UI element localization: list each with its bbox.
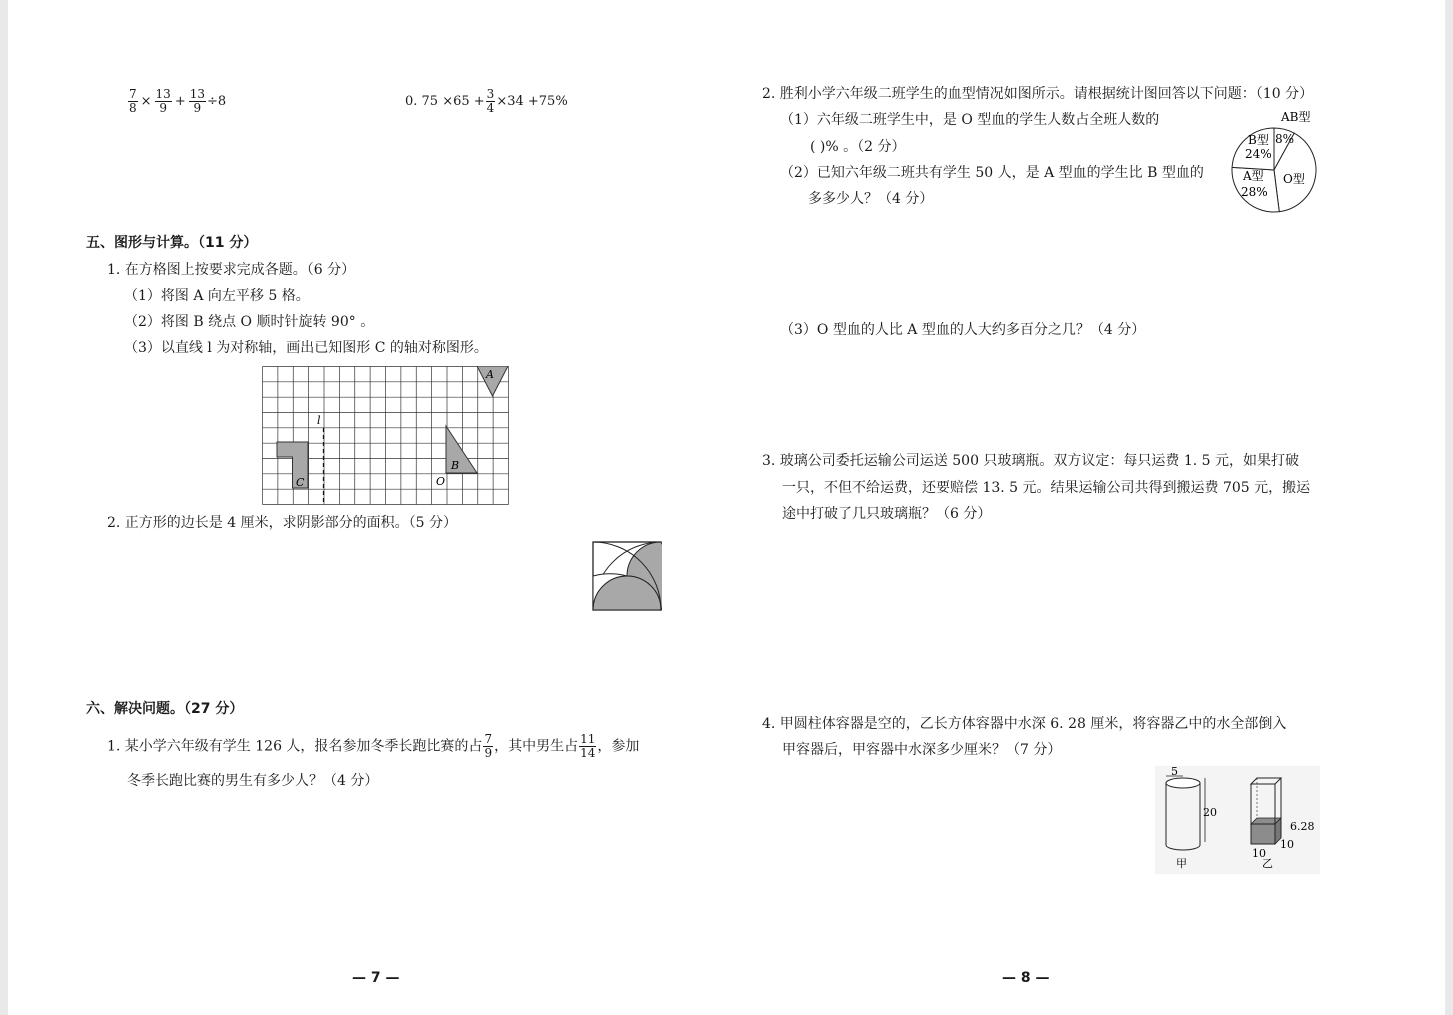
- question-5-1-part-3: （3）以直线 l 为对称轴，画出已知图形 C 的轴对称图形。: [124, 340, 488, 356]
- pie-label-o: O型: [1283, 172, 1305, 186]
- question-6-1-text: ，其中男生占: [494, 738, 579, 755]
- label-yi: 乙: [1262, 857, 1273, 870]
- fraction: [486, 88, 496, 115]
- pie-label-a-pct: 28%: [1241, 185, 1268, 199]
- question-r4-line-1: 4. 甲圆柱体容器是空的，乙长方体容器中水深 6. 28 厘米，将容器乙中的水全部倒入: [762, 716, 1287, 732]
- numerator: 7: [484, 732, 493, 746]
- question-6-1-text: 1. 某小学六年级有学生 126 人，报名参加冬季长跑比赛的占: [107, 738, 483, 755]
- question-r2-part-3: （3）O 型血的人比 A 型血的人大约多百分之几？（4 分）: [780, 322, 1146, 338]
- fraction: [483, 733, 493, 760]
- expression-1: [127, 88, 226, 115]
- question-6-1: [107, 733, 639, 760]
- question-5-1-title: 1. 在方格图上按要求完成各题。（6 分）: [107, 262, 356, 278]
- section-5-title: 五、图形与计算。（11 分）: [86, 235, 258, 251]
- denominator: 9: [193, 101, 202, 115]
- containers-figure: [1155, 766, 1320, 874]
- question-r3-line-3: 途中打破了几只玻璃瓶？（6 分）: [782, 506, 992, 522]
- operator: +: [174, 94, 186, 109]
- question-r2-part-1-blank: ( )% 。（2 分）: [810, 139, 906, 155]
- page-number-left: — 7 —: [352, 970, 400, 986]
- fraction: [155, 88, 172, 115]
- question-5-2-title: 2. 正方形的边长是 4 厘米，求阴影部分的面积。（5 分）: [107, 515, 457, 531]
- fraction: [128, 88, 138, 115]
- denominator: 14: [580, 746, 596, 760]
- question-5-1-part-2: （2）将图 B 绕点 O 顺时针旋转 90° 。: [124, 314, 375, 330]
- grid-figure: [262, 366, 509, 505]
- numerator: 11: [580, 732, 596, 746]
- pie-label-b: B型: [1248, 133, 1269, 147]
- question-r4-line-2: 甲容器后，甲容器中水深多少厘米？（7 分）: [782, 742, 1062, 758]
- question-r2-part-2: （2）已知六年级二班共有学生 50 人，是 A 型血的学生比 B 型血的: [780, 165, 1204, 181]
- label-diameter: 5: [1171, 766, 1178, 778]
- fraction: [189, 88, 206, 115]
- numerator: 7: [129, 87, 137, 101]
- operator: ×: [140, 94, 152, 109]
- pie-label-a: A型: [1243, 169, 1264, 183]
- denominator: 9: [484, 746, 493, 760]
- blood-type-pie-chart: [1225, 107, 1325, 219]
- page-number-right: — 8 —: [1002, 970, 1050, 986]
- label-width: 10: [1252, 847, 1266, 860]
- denominator: 8: [129, 101, 137, 115]
- expression-tail: ÷8: [207, 94, 227, 109]
- section-6-title: 六、解决问题。（27 分）: [86, 701, 244, 717]
- pie-label-b-pct: 24%: [1245, 147, 1272, 161]
- pie-label-ab: AB型: [1281, 110, 1311, 124]
- numerator: 3: [486, 87, 495, 101]
- question-5-1-part-1: （1）将图 A 向左平移 5 格。: [124, 288, 310, 304]
- label-depth: 10: [1280, 838, 1294, 851]
- label-a: A: [486, 368, 494, 381]
- pie-label-ab-pct: 8%: [1275, 132, 1295, 146]
- denominator: 9: [159, 101, 167, 115]
- fraction: [579, 733, 596, 760]
- question-6-1-line-2: 冬季长跑比赛的男生有多少人？（4 分）: [127, 773, 379, 789]
- question-r2-part-1: （1）六年级二班学生中，是 O 型血的学生人数占全班人数的: [780, 112, 1160, 128]
- denominator: 4: [486, 101, 495, 115]
- label-jia: 甲: [1176, 857, 1187, 870]
- numerator: 13: [155, 87, 171, 101]
- page-edge-right: [1445, 0, 1453, 1015]
- numerator: 13: [189, 87, 206, 101]
- question-r3-line-2: 一只，不但不给运费，还要赔偿 13. 5 元。结果运输公司共得到搬运费 705 元，搬运: [782, 480, 1311, 496]
- label-o: O: [436, 475, 446, 488]
- label-water-depth: 6.28: [1290, 820, 1315, 833]
- question-r2-title: 2. 胜利小学六年级二班学生的血型情况如图所示。请根据统计图回答以下问题：（10 分）: [762, 86, 1314, 102]
- question-r2-part-2b: 多多少人？（4 分）: [808, 191, 934, 207]
- label-height: 20: [1203, 806, 1217, 819]
- expression-tail: ×34 +75%: [496, 94, 568, 109]
- question-6-1-text: ，参加: [597, 738, 640, 755]
- expression-2: [405, 88, 568, 115]
- question-r3-line-1: 3. 玻璃公司委托运输公司运送 500 只玻璃瓶。双方议定：每只运费 1. 5 元，如果打破: [762, 453, 1300, 469]
- label-l: l: [317, 414, 321, 427]
- expression-head: 0. 75 ×65 +: [405, 94, 485, 109]
- page-edge-left: [0, 0, 8, 1015]
- label-b: B: [451, 459, 460, 472]
- square-shaded-figure: [592, 541, 662, 611]
- label-c: C: [296, 476, 305, 489]
